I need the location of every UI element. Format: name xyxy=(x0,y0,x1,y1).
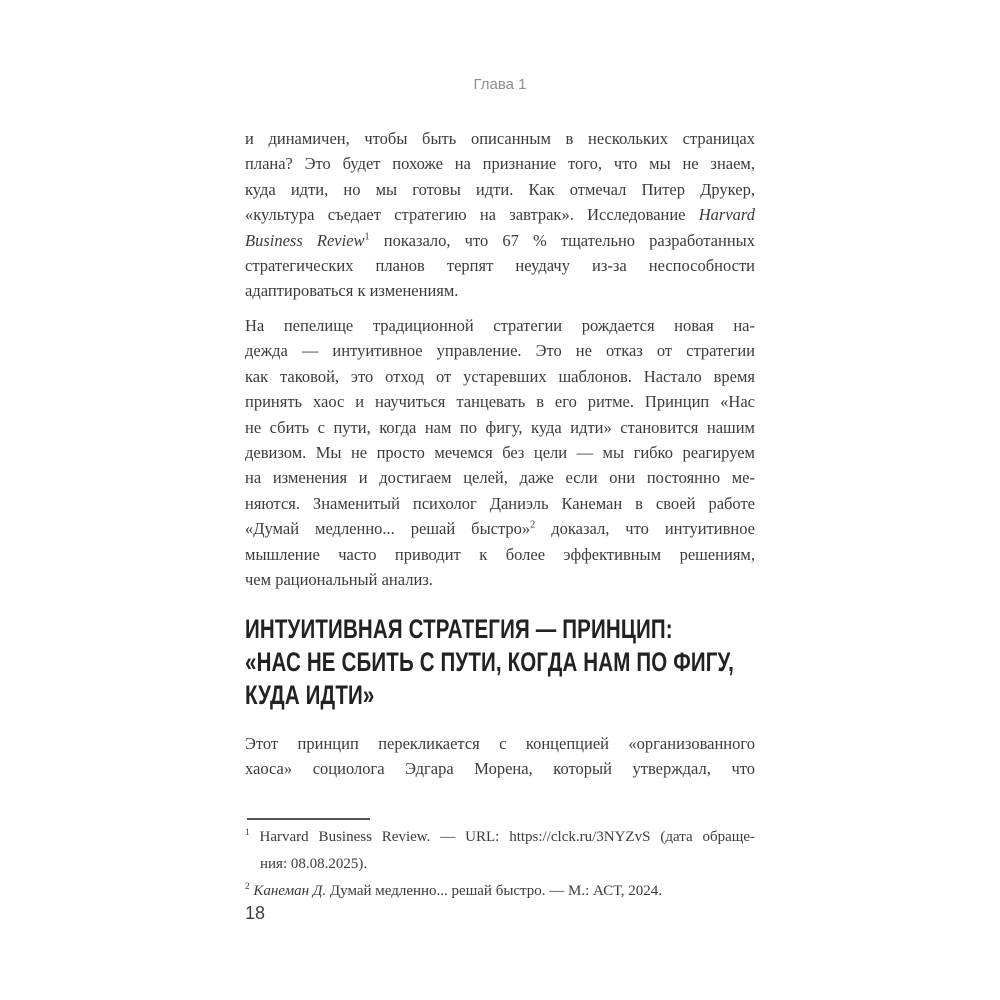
text-line: на изменения и достигаем целей, даже если они постоянно ме- xyxy=(245,468,755,488)
text-line: «культура съедает стратегию на завтрак». Исследование Harvard xyxy=(245,205,755,225)
text-line: $^1$ Harvard Business Review. — URL: https://clck.ru/3NYZvS (дата обраще- xyxy=(245,828,755,845)
text-line: мышление часто приводит к более эффективным решениям, xyxy=(245,544,755,564)
footnote-divider xyxy=(247,818,370,820)
text-line: $^2$ Канеман Д. Думай медленно... решай быстро. — М.: АСТ, 2024. xyxy=(245,882,663,899)
page-number: 18 xyxy=(245,903,266,923)
text-line: хаоса» социолога Эдгара Морена, который утверждал, что xyxy=(245,759,755,779)
paragraph-1 xyxy=(245,126,755,304)
text-line: дежда — интуитивное управление. Это не отказ от стратегии xyxy=(245,341,755,361)
text-line: Business Review$^1$ показало, что 67 % тщательно разработанных xyxy=(245,230,756,250)
text-line: На пепелище традиционной стратегии рождается новая на- xyxy=(245,316,755,335)
text-line: стратегических планов терпят неудачу из-за неспособности xyxy=(245,256,755,276)
text-line: и динамичен, чтобы быть описанным в нескольких страницах xyxy=(245,129,755,148)
text-line: плана? Это будет похоже на признание того, что мы не знаем, xyxy=(245,154,755,174)
paragraph-3 xyxy=(245,731,755,782)
text-line: адаптироваться к изменениям. xyxy=(245,281,459,301)
text-line: как таковой, это отход от устаревших шаблонов. Настало время xyxy=(245,366,755,386)
text-line: принять хаос и научиться танцевать в его ритме. Принцип «Нас xyxy=(245,392,755,412)
text-line: КУДА ИДТИ» xyxy=(245,680,375,710)
text-line: «Думай медленно... решай быстро»$^2$ доказал, что интуитивное xyxy=(245,519,755,539)
paragraph-2 xyxy=(245,313,755,592)
text-line: ИНТУИТИВНАЯ СТРАТЕГИЯ — ПРИНЦИП: xyxy=(245,614,673,644)
text-line: чем рациональный анализ. xyxy=(245,570,433,590)
text-line: ния: 08.08.2025). xyxy=(260,856,368,872)
section-heading xyxy=(245,613,755,712)
text-line: не сбить с пути, когда нам по фигу, куда идти» становится нашим xyxy=(245,417,755,437)
text-line: няются. Знаменитый психолог Даниэль Канеман в своей работе xyxy=(245,493,755,513)
footnotes-block xyxy=(245,824,755,905)
text-line: «НАС НЕ СБИТЬ С ПУТИ, КОГДА НАМ ПО ФИГУ, xyxy=(245,647,735,677)
running-header: Глава 1 xyxy=(473,76,527,93)
text-line: куда идти, но мы готовы идти. Как отмечал Питер Друкер, xyxy=(245,179,755,199)
text-line: Этот принцип перекликается с концепцией «организованного xyxy=(245,734,755,753)
text-line: девизом. Мы не просто мечемся без цели — мы гибко реагируем xyxy=(245,443,755,463)
